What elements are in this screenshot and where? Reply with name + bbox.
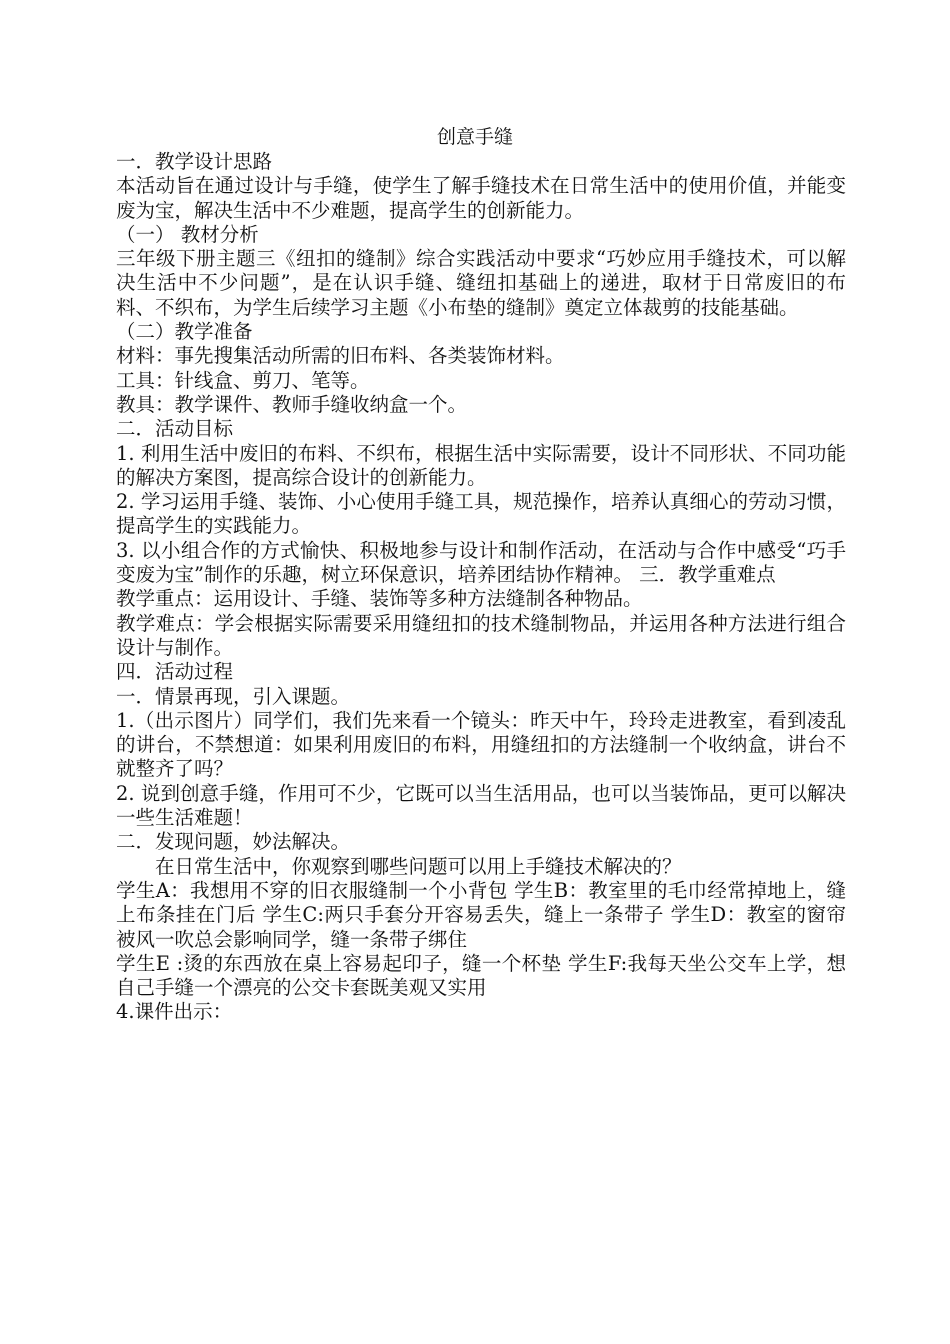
section-heading-goals: 二．活动目标 [116,417,234,441]
paragraph-students-e-f: 学生E :烫的东西放在桌上容易起印子，缝一个杯垫 学生F:我每天坐公交车上学，想自己手缝一个漂亮的公交卡套既美观又实用 [116,951,846,1000]
paragraph-students-a-d: 学生A：我想用不穿的旧衣服缝制一个小背包 学生B：教室里的毛巾经常掉地上，缝上布条挂在门后 学生C:两只手套分开容易丢失，缝上一条带子 学生D：教室的窗帘被风一吹总会影响同学，缝一条带子绑住 [116,878,846,951]
goal-item-1: 1. 利用生活中废旧的布料、不织布，根据生活中实际需要，设计不同形状、不同功能的解决方案图，提高综合设计的创新能力。 [116,441,846,489]
paragraph-teaching-aids: 教具：教学课件、教师手缝收纳盒一个。 [116,392,468,416]
goal-item-3: 3. 以小组合作的方式愉快、积极地参与设计和制作活动，在活动与合作中感受“巧手变废为宝”制作的乐趣，树立环保意识，培养团结协作精神。 三．教学重难点 [116,538,846,587]
paragraph-materials: 材料：事先搜集活动所需的旧布料、各类装饰材料。 [116,344,565,368]
process-item-4: 4.课件出示： [116,1000,233,1024]
subheading-scene: 一．情景再现，引入课题。 [116,684,351,708]
process-item-2: 2. 说到创意手缝，作用可不少，它既可以当生活用品，也可以当装饰品，更可以解决一些生活难题！ [116,781,846,830]
subheading-preparation: （二）教学准备 [116,320,253,344]
paragraph-key-point: 教学重点：运用设计、手缝、装饰等多种方法缝制各种物品。 [116,587,643,611]
subheading-discover: 二．发现问题，妙法解决。 [116,830,351,854]
paragraph-question: 在日常生活中，你观察到哪些问题可以用上手缝技术解决的？ [155,854,682,878]
process-item-1: 1.（出示图片）同学们，我们先来看一个镜头：昨天中午，玲玲走进教室，看到凌乱的讲台，不禁想道：如果利用废旧的布料，用缝纽扣的方法缝制一个收纳盒，讲台不就整齐了吗？ [116,708,846,781]
paragraph-difficult-point: 教学难点：学会根据实际需要采用缝纽扣的技术缝制物品，并运用各种方法进行组合设计与制作。 [116,611,846,659]
section-heading-process: 四．活动过程 [116,660,234,684]
document-title: 创意手缝 [436,126,513,148]
section-heading-design-idea: 一．教学设计思路 [116,150,273,173]
goal-item-2: 2. 学习运用手缝、装饰、小心使用手缝工具，规范操作，培养认真细心的劳动习惯，提高学生的实践能力。 [116,490,846,538]
paragraph-intro: 本活动旨在通过设计与手缝，使学生了解手缝技术在日常生活中的使用价值，并能变废为宝，解决生活中不少难题，提高学生的创新能力。 [116,174,846,222]
paragraph-material-analysis: 三年级下册主题三《纽扣的缝制》综合实践活动中要求“巧妙应用手缝技术，可以解决生活中不少问题”，是在认识手缝、缝纽扣基础上的递进，取材于日常废旧的布料、不织布，为学生后续学习主题《小布垫的缝制》奠定立体裁剪的技能基础。 [116,247,846,319]
subheading-material-analysis: （一） 教材分析 [116,222,259,246]
paragraph-tools: 工具：针线盒、剪刀、笔等。 [116,368,370,392]
document-body [116,150,846,1025]
